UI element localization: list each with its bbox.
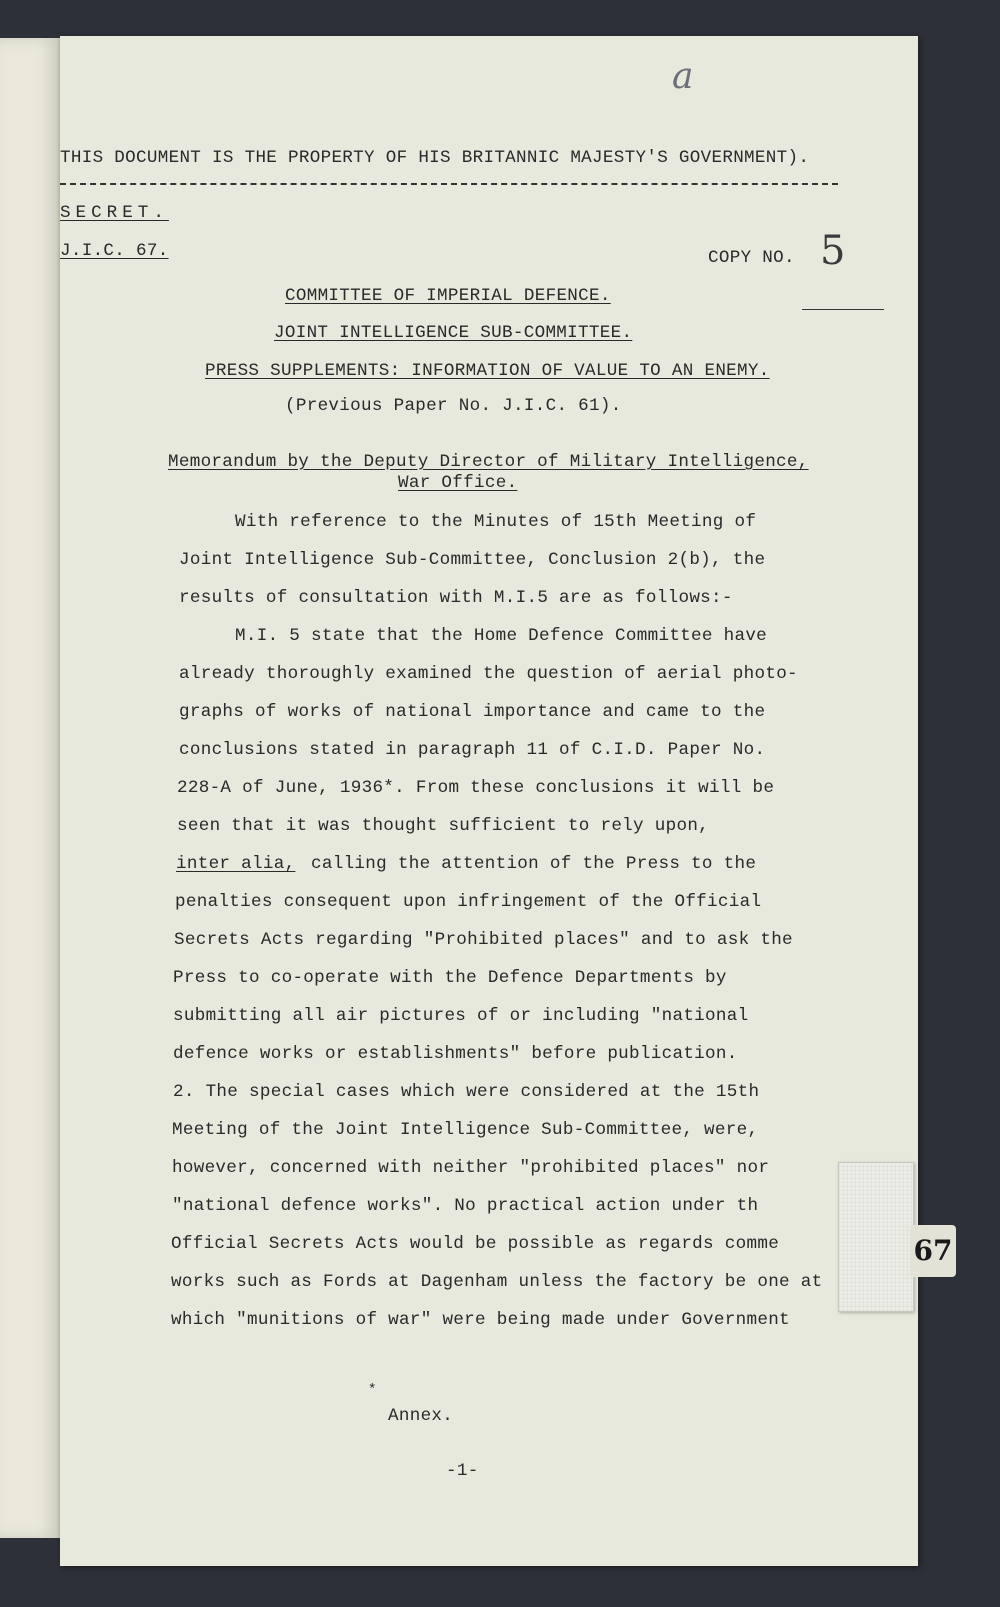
reference-number: J.I.C. 67. bbox=[60, 241, 169, 261]
body-line: graphs of works of national importance and came to the bbox=[179, 702, 766, 722]
body-line: defence works or establishments" before publication. bbox=[173, 1044, 738, 1064]
memo-heading-line-1: Memorandum by the Deputy Director of Military Intelligence, bbox=[168, 452, 809, 472]
page-number: -1- bbox=[446, 1461, 479, 1481]
body-line: results of consultation with M.I.5 are as follows:- bbox=[179, 588, 733, 608]
body-line: 228-A of June, 1936*. From these conclusions it will be bbox=[177, 778, 775, 798]
body-line: submitting all air pictures of or including "national bbox=[173, 1006, 749, 1026]
body-line: calling the attention of the Press to the bbox=[311, 854, 757, 874]
body-line: Official Secrets Acts would be possible as regards comme bbox=[171, 1234, 780, 1254]
property-notice: THIS DOCUMENT IS THE PROPERTY OF HIS BRITANNIC MAJESTY'S GOVERNMENT). bbox=[60, 148, 810, 168]
inter-alia: inter alia, bbox=[176, 854, 296, 874]
body-line: conclusions stated in paragraph 11 of C.I.D. Paper No. bbox=[179, 740, 766, 760]
copy-label: COPY NO. bbox=[708, 248, 795, 268]
copy-underline bbox=[802, 309, 884, 310]
body-line: "national defence works". No practical action under th bbox=[172, 1196, 759, 1216]
title-line-4: (Previous Paper No. J.I.C. 61). bbox=[285, 396, 622, 416]
title-line-1: COMMITTEE OF IMPERIAL DEFENCE. bbox=[285, 286, 611, 306]
body-line: With reference to the Minutes of 15th Meeting of bbox=[235, 512, 757, 532]
body-line: already thoroughly examined the question of aerial photo- bbox=[179, 664, 798, 684]
body-line: Press to co-operate with the Defence Departments by bbox=[173, 968, 727, 988]
footnote-text: Annex. bbox=[388, 1406, 454, 1426]
memo-heading-line-2: War Office. bbox=[398, 473, 518, 493]
body-line: Meeting of the Joint Intelligence Sub-Committee, were, bbox=[172, 1120, 759, 1140]
body-line: M.I. 5 state that the Home Defence Committee have bbox=[235, 626, 768, 646]
body-line: penalties consequent upon infringement of the Official bbox=[175, 892, 762, 912]
body-line: seen that it was thought sufficient to rely upon, bbox=[177, 816, 710, 836]
classification: SECRET. bbox=[60, 203, 169, 223]
handwritten-mark: a bbox=[672, 56, 694, 97]
copy-number: 5 bbox=[820, 228, 846, 274]
body-line: Secrets Acts regarding "Prohibited places" and to ask the bbox=[174, 930, 793, 950]
body-line: which "munitions of war" were being made under Government bbox=[171, 1310, 790, 1330]
body-line: Joint Intelligence Sub-Committee, Conclusion 2(b), the bbox=[179, 550, 766, 570]
document-page bbox=[60, 36, 918, 1566]
tab-number: 67 bbox=[910, 1225, 956, 1277]
dashed-rule bbox=[60, 183, 838, 185]
left-page-edge bbox=[0, 38, 60, 1538]
paper-tab bbox=[838, 1162, 914, 1312]
body-line: works such as Fords at Dagenham unless the factory be one at bbox=[171, 1272, 823, 1292]
body-line: 2. The special cases which were considered at the 15th bbox=[173, 1082, 760, 1102]
body-line: however, concerned with neither "prohibited places" nor bbox=[172, 1158, 770, 1178]
title-line-2: JOINT INTELLIGENCE SUB-COMMITTEE. bbox=[274, 323, 633, 343]
footnote-mark: * bbox=[368, 1382, 377, 1398]
title-line-3: PRESS SUPPLEMENTS: INFORMATION OF VALUE TO AN ENEMY. bbox=[205, 361, 770, 381]
